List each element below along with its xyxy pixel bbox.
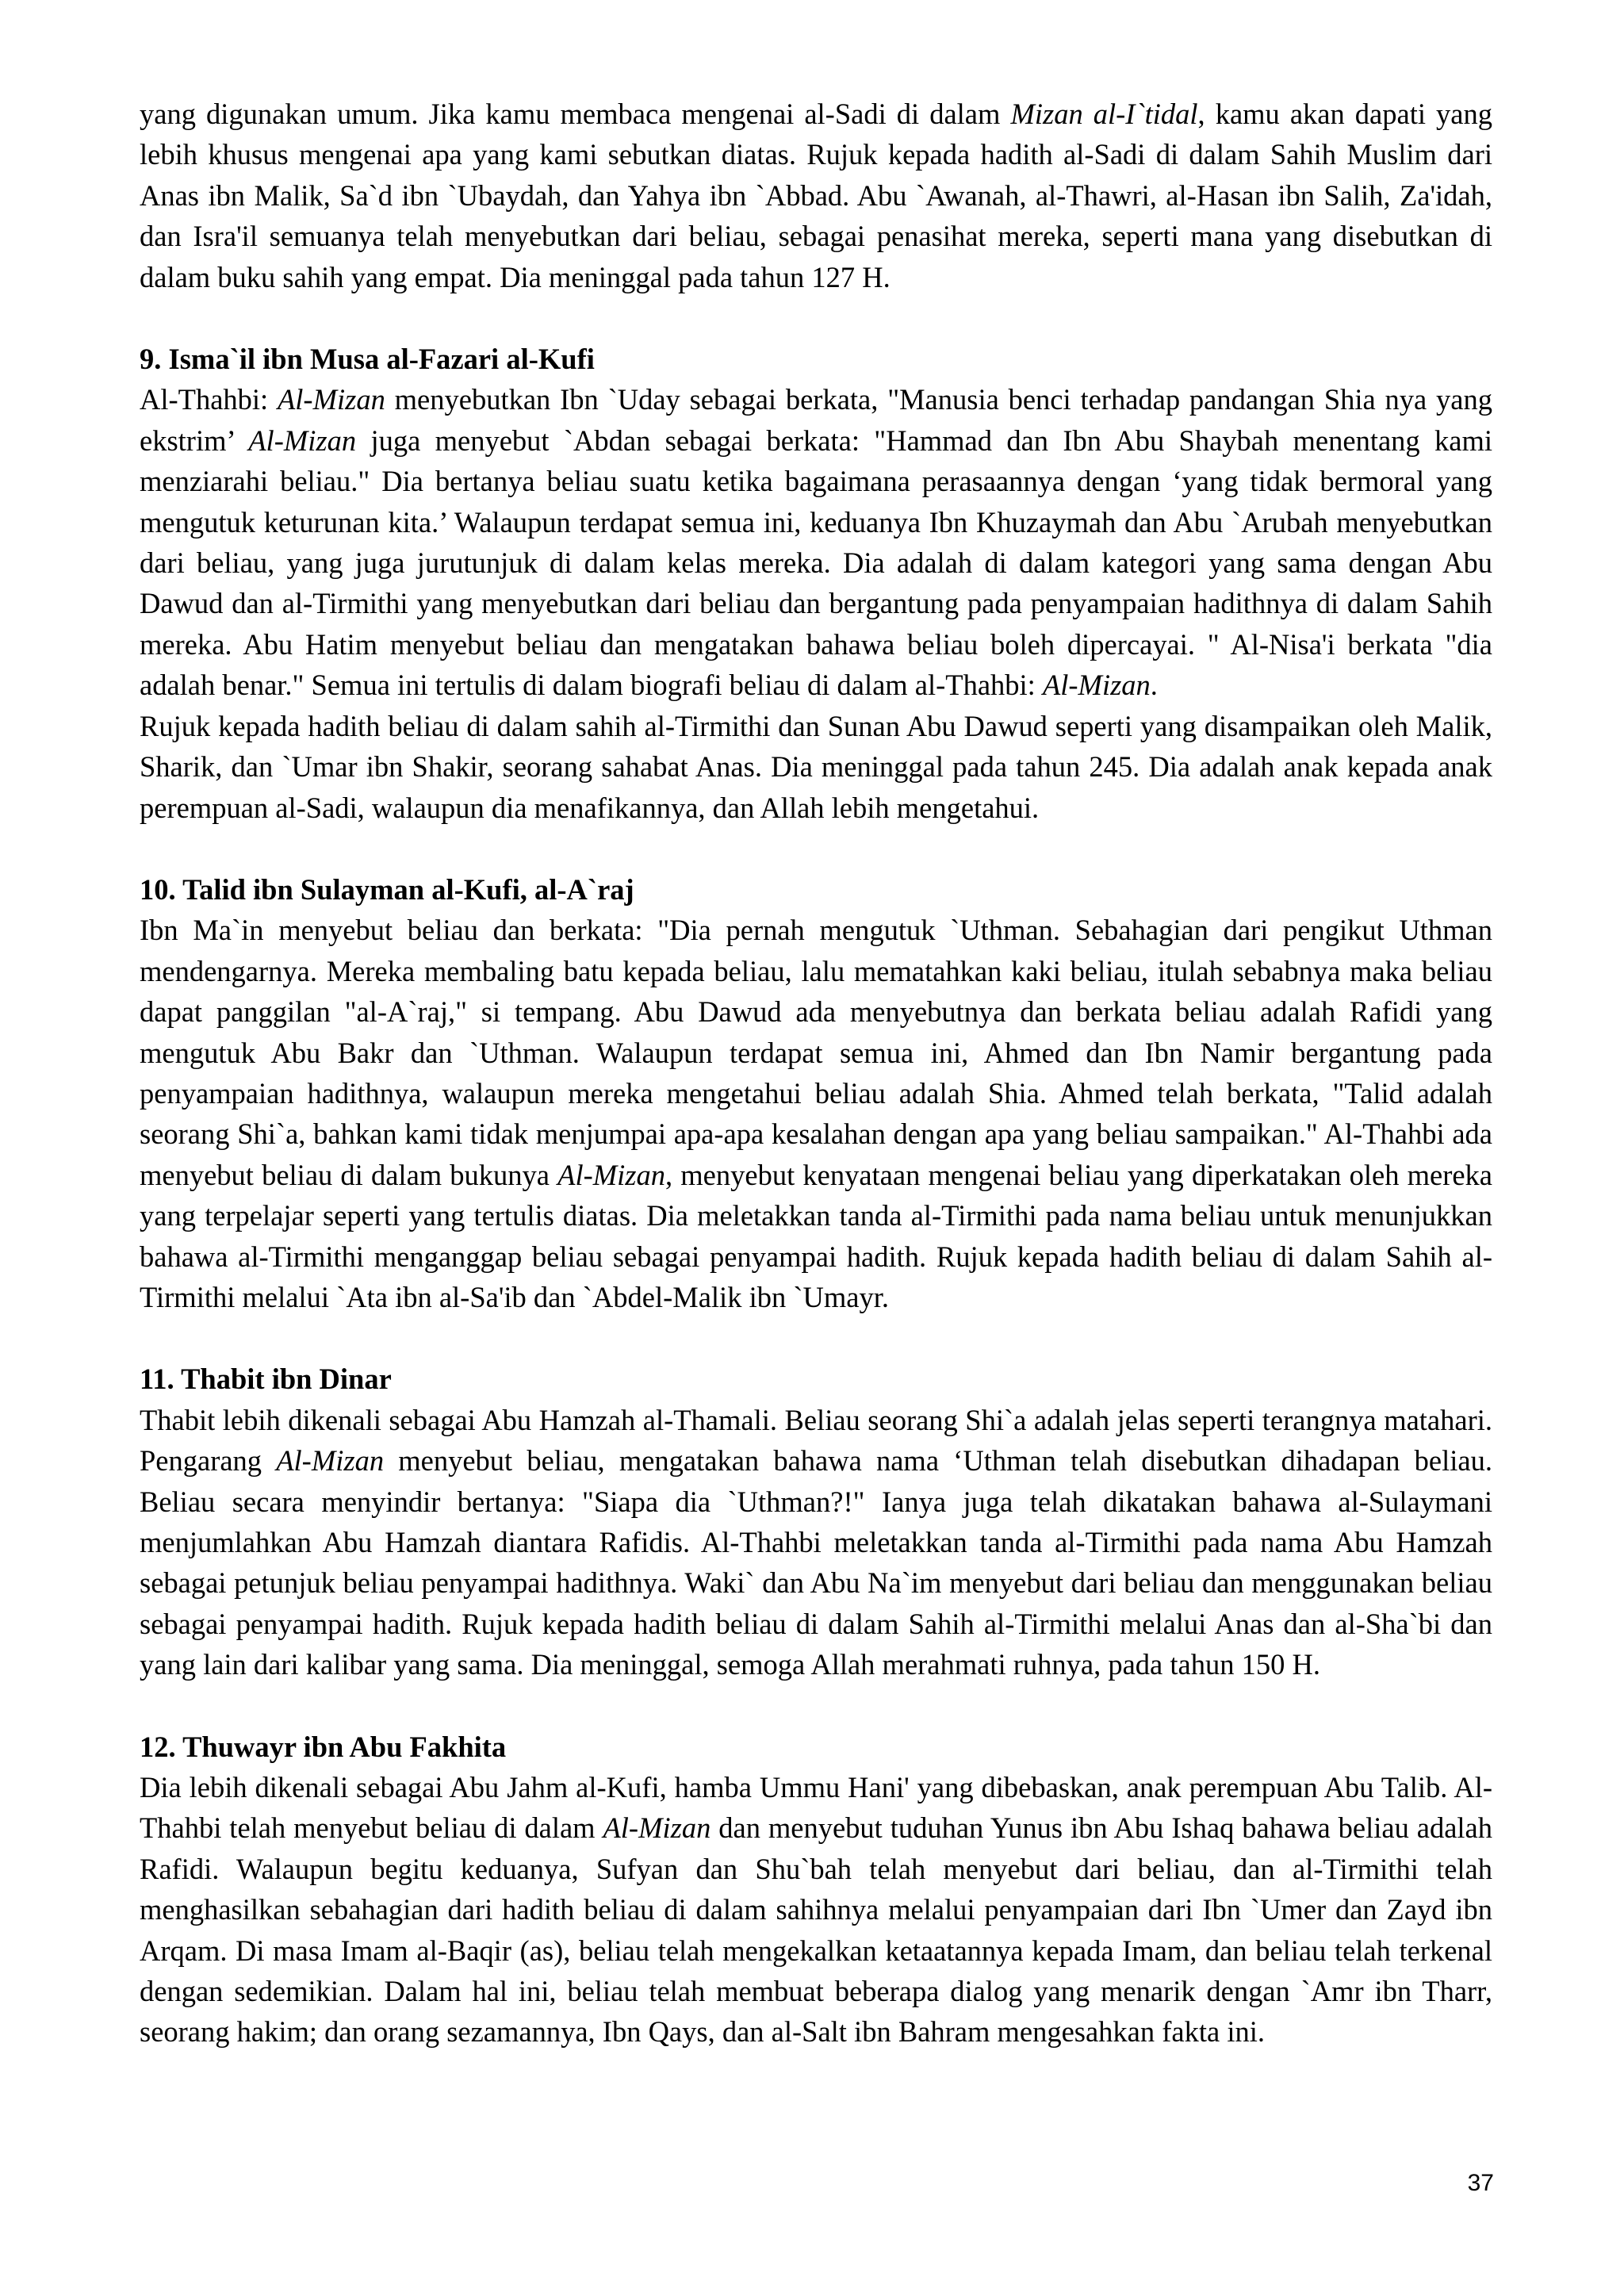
text-run: juga menyebut `Abdan sebagai berkata: "Hammad dan Ibn Abu Shaybah menentang kami menziarahi beliau." Dia bertanya beliau suatu ketika bagaimana perasaannya dengan ‘yang tidak bermoral yang mengutuk keturunan kita.’ Walaupun terdapat semua ini, keduanya Ibn Khuzaymah dan Abu `Arubah menyebutkan dari beliau, yang juga jurutunjuk di dalam kelas mereka. Dia adalah di dalam kategori yang sama dengan Abu Dawud dan al-Tirmithi yang menyebutkan dari beliau dan bergantung pada penyampaian hadithnya di dalam Sahih mereka. Abu Hatim menyebut beliau dan mengatakan bahawa beliau boleh dipercayai. " Al-Nisa'i berkata "dia adalah benar." Semua ini tertulis di dalam biografi beliau di dalam al-Thahbi: [140,424,1492,702]
text-run: , kamu akan dapati yang lebih khusus mengenai apa yang kami sebutkan diatas. Rujuk kepada hadith al-Sadi di dalam Sahih Muslim dari Anas ibn Malik, Sa`d ibn `Ubaydah, dan Yahya ibn `Abbad. Abu `Awanah, al-Thawri, al-Hasan ibn Salih, Za'idah, dan Isra'il semuanya telah menyebutkan dari beliau, sebagai penasihat mereka, seperti mana yang disebutkan di dalam buku sahih yang empat. Dia meninggal pada tahun 127 H. [140,98,1492,293]
italic-title-run: Al-Mizan [603,1811,711,1845]
section-paragraph [140,706,1492,828]
document-page [140,94,1492,2053]
page-number: 37 [1467,2170,1494,2196]
biography-section [140,869,1492,1317]
text-run: Al-Thahbi: [140,383,278,416]
text-run: dan menyebut tuduhan Yunus ibn Abu Ishaq bahawa beliau adalah Rafidi. Walaupun begitu keduanya, Sufyan dan Shu`bah telah menyebut dari beliau, dan al-Tirmithi telah menghasilkan sebahagian dari hadith beliau di dalam sahihnya melalui penyampaian dari Ibn `Umer dan Zayd ibn Arqam. Di masa Imam al-Baqir (as), beliau telah mengekalkan ketaatannya kepada Imam, dan beliau telah terkenal dengan sedemikian. Dalam hal ini, beliau telah membuat beberapa dialog yang menarik dengan `Amr ibn Tharr, seorang hakim; dan orang sezamannya, Ibn Qays, dan al-Salt ibn Bahram mengesahkan fakta ini. [140,1811,1492,2049]
italic-title-run: Mizan al-I`tidal [1010,98,1198,130]
section-paragraph [140,910,1492,1317]
text-run: menyebutkan Ibn `Uday sebagai berkata, "Manusia benci terhadap pandangan Shia nya yang ekstrim’ [140,383,1492,457]
text-run: . [1150,669,1158,702]
section-heading: 9. Isma`il ibn Musa al-Fazari al-Kufi [140,343,595,376]
section-paragraph [140,1400,1492,1685]
biography-section [140,339,1492,828]
text-run: menyebut beliau, mengatakan bahawa nama ‘Uthman telah disebutkan dihadapan beliau. Beliau secara menyindir bertanya: "Siapa dia `Uthman?!" Ianya juga telah dikatakan bahawa al-Sulaymani menjumlahkan Abu Hamzah diantara Rafidis. Al-Thahbi meletakkan tanda al-Tirmithi pada nama Abu Hamzah sebagai petunjuk beliau penyampai hadithnya. Waki` dan Abu Na`im menyebut dari beliau dan menggunakan beliau sebagai penyampai hadith. Rujuk kepada hadith beliau di dalam Sahih al-Tirmithi melalui Anas dan al-Sha`bi dan yang lain dari kalibar yang sama. Dia meninggal, semoga Allah merahmati ruhnya, pada tahun 150 H. [140,1444,1492,1681]
text-run: Ibn Ma`in menyebut beliau dan berkata: "Dia pernah mengutuk `Uthman. Sebahagian dari pengikut Uthman mendengarnya. Mereka membaling batu kepada beliau, lalu mematahkan kaki beliau, itulah sebabnya maka beliau dapat panggilan "al-A`raj," si tempang. Abu Dawud ada menyebutnya dan berkata beliau adalah Rafidi yang mengutuk Abu Bakr dan `Uthman. Walaupun terdapat semua ini, Ahmed dan Ibn Namir bergantung pada penyampaian hadithnya, walaupun mereka mengetahui beliau adalah Shia. Ahmed telah berkata, "Talid adalah seorang Shi`a, bahkan kami tidak menjumpai apa-apa kesalahan dengan apa yang beliau sampaikan." Al-Thahbi ada menyebut beliau di dalam bukunya [140,914,1492,1191]
italic-title-run: Al-Mizan [1042,669,1151,702]
text-run: Dia lebih dikenali sebagai Abu Jahm al-Kufi, hamba Ummu Hani' yang dibebaskan, anak perempuan Abu Talib. Al-Thahbi telah menyebut beliau di dalam [140,1771,1492,1845]
intro-paragraph [140,94,1492,297]
section-heading: 11. Thabit ibn Dinar [140,1363,392,1396]
text-run: , menyebut kenyataan mengenai beliau yang diperkatakan oleh mereka yang terpelajar seperti yang tertulis diatas. Dia meletakkan tanda al-Tirmithi pada nama beliau untuk menunjukkan bahawa al-Tirmithi menganggap beliau sebagai penyampai hadith. Rujuk kepada hadith beliau di dalam Sahih al-Tirmithi melalui `Ata ibn al-Sa'ib dan `Abdel-Malik ibn `Umayr. [140,1158,1492,1313]
italic-title-run: Al-Mizan [557,1158,666,1191]
biography-section [140,1727,1492,2053]
italic-title-run: Al-Mizan [278,383,385,416]
section-paragraph [140,1767,1492,2053]
section-heading: 12. Thuwayr ibn Abu Fakhita [140,1730,507,1763]
italic-title-run: Al-Mizan [276,1444,385,1478]
section-paragraph [140,379,1492,705]
sections-container [140,339,1492,2053]
italic-title-run: Al-Mizan [248,424,357,457]
text-run: Rujuk kepada hadith beliau di dalam sahih al-Tirmithi dan Sunan Abu Dawud seperti yang disampaikan oleh Malik, Sharik, dan `Umar ibn Shakir, seorang sahabat Anas. Dia meninggal pada tahun 245. Dia adalah anak kepada anak perempuan al-Sadi, walaupun dia menafikannya, dan Allah lebih mengetahui. [140,709,1492,824]
biography-section [140,1359,1492,1685]
section-heading: 10. Talid ibn Sulayman al-Kufi, al-A`raj [140,872,634,906]
text-run: Thabit lebih dikenali sebagai Abu Hamzah al-Thamali. Beliau seorang Shi`a adalah jelas seperti terangnya matahari. Pengarang [140,1403,1492,1478]
text-run: yang digunakan umum. Jika kamu membaca mengenai al-Sadi di dalam [140,98,1011,130]
